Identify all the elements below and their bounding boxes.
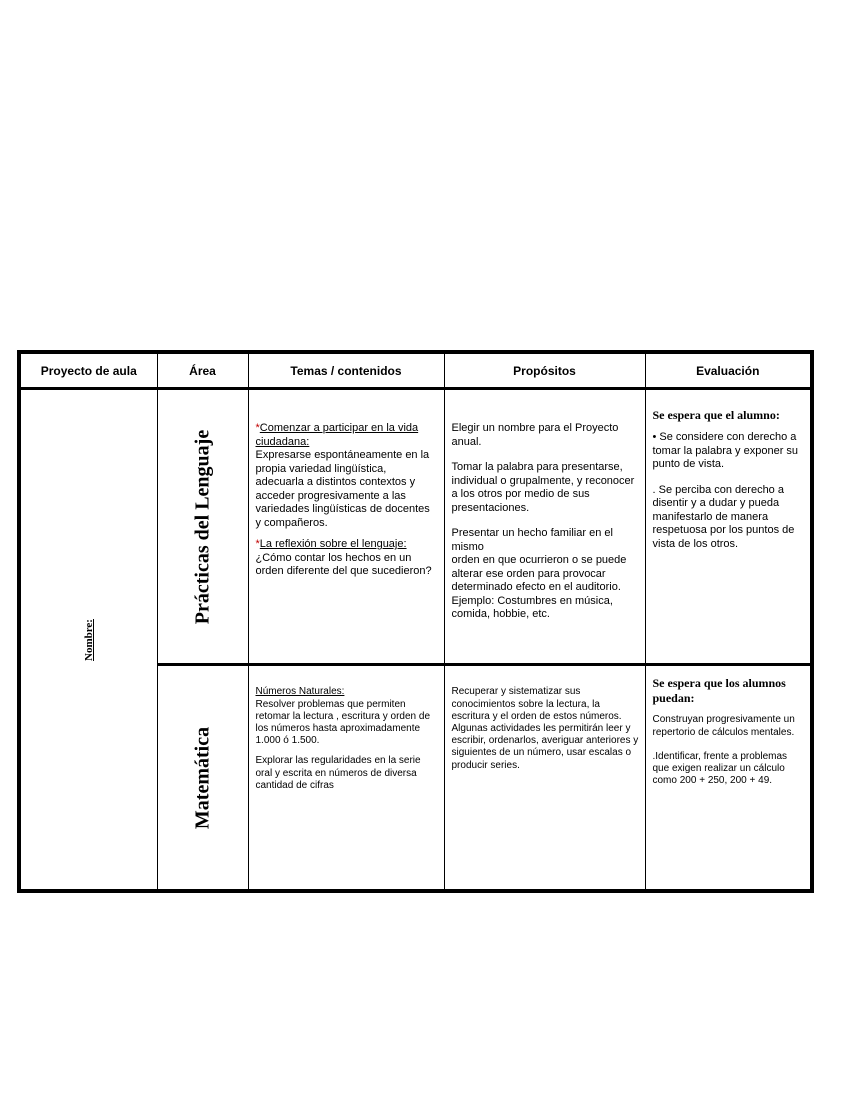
- temas-text: ¿Cómo contar los hechos en un orden diferente del que sucedieron?: [255, 551, 432, 577]
- proposito-text: Elegir un nombre para el Proyecto anual.: [451, 422, 619, 448]
- evaluacion-cell-matematica: [645, 665, 812, 891]
- temas-cell-matematica: [248, 665, 444, 891]
- propositos-cell-lenguaje: [444, 389, 645, 665]
- bullet-star: *: [255, 422, 260, 434]
- evaluacion-text: . Se perciba con derecho a disentir y a dudar y pueda manifestarlo de manera respetuosa por los puntos de vista de los otros.: [652, 483, 795, 550]
- evaluacion-text: Construyan progresivamente un repertorio de cálculos mentales.: [652, 714, 795, 738]
- area-label-matematica: Matemática: [191, 726, 213, 829]
- header-row: [19, 352, 812, 389]
- header-proyecto: Proyecto de aula: [19, 352, 157, 389]
- propositos-cell-matematica: [444, 665, 645, 891]
- bullet-star: *: [255, 538, 260, 550]
- evaluacion-text: .Identificar, frente a problemas que exigen realizar un cálculo como 200 + 250, 200 + 49.: [652, 750, 788, 787]
- temas-heading: Números Naturales:: [255, 686, 345, 698]
- temas-text: Explorar las regularidades en la serie oral y escrita en números de diversa cantidad de cifras: [255, 755, 421, 791]
- evaluacion-title: Se espera que el alumno:: [652, 408, 780, 422]
- proposito-text: Presentar un hecho familiar en el mismo: [451, 527, 613, 553]
- header-area: Área: [157, 352, 248, 389]
- temas-cell-lenguaje: [248, 389, 444, 665]
- proposito-text: orden en que ocurrieron o se puede alterar ese orden para provocar determinado efecto en el auditorio. Ejemplo: Costumbres en música, comida, hobbie, etc.: [451, 554, 627, 620]
- header-evaluacion: Evaluación: [645, 352, 812, 389]
- proposito-text: Recuperar y sistematizar sus conocimientos sobre la lectura, la escritura y el orden de estos números. Algunas actividades les permitirán leer y escribir, ordenarlos, averiguar anteriores y siguientes de un número, usar escalas o producir series.: [451, 686, 639, 771]
- header-temas: Temas / contenidos: [248, 352, 444, 389]
- evaluacion-cell-lenguaje: [645, 389, 812, 665]
- temas-text: Resolver problemas que permiten retomar la lectura , escritura y orden de los números hasta aproximadamente 1.000 ó 1.500.: [255, 698, 431, 747]
- project-cell: [19, 389, 157, 892]
- area-label-lenguaje: Prácticas del Lenguaje: [191, 429, 213, 624]
- header-propositos: Propósitos: [444, 352, 645, 389]
- evaluacion-text: • Se considere con derecho a tomar la palabra y exponer su punto de vista.: [652, 431, 799, 470]
- evaluacion-title: Se espera que los alumnos puedan:: [652, 676, 786, 706]
- area-cell-matematica: [157, 665, 248, 891]
- temas-heading: La reflexión sobre el lenguaje:: [259, 538, 407, 550]
- temas-text: Expresarse espontáneamente en la propia variedad lingüística, adecuarla a distintos contextos y acceder progresivamente a las variedades lingüísticas de docentes y compañeros.: [255, 449, 430, 529]
- project-name-label: Nombre:: [82, 618, 95, 661]
- proposito-text: Tomar la palabra para presentarse, individual o grupalmente, y reconocer a los otros por medio de sus presentaciones.: [451, 461, 635, 514]
- table-row-lenguaje: [19, 389, 812, 665]
- temas-heading: Comenzar a participar en la vida ciudadana:: [255, 422, 419, 448]
- area-cell-lenguaje: [157, 389, 248, 665]
- lesson-plan-table: [17, 350, 814, 893]
